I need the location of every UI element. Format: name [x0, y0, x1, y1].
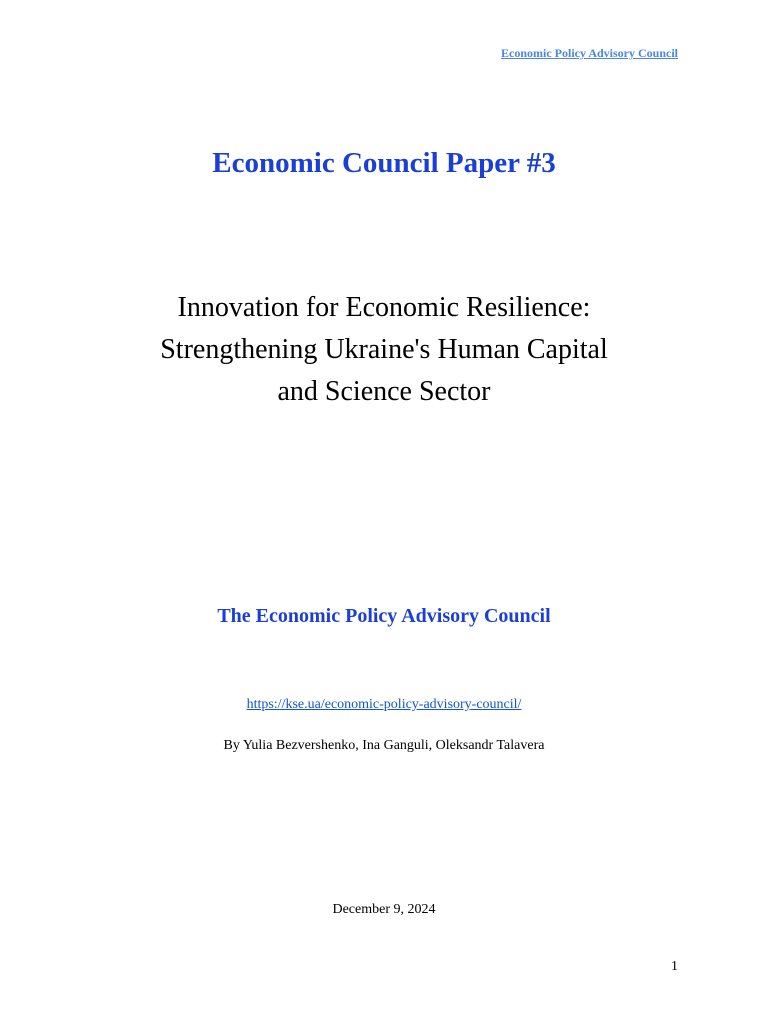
document-title [0, 287, 768, 413]
publication-date: December 9, 2024 [332, 902, 436, 917]
paper-number-heading: Economic Council Paper #3 [212, 147, 556, 179]
document-title-line-3: and Science Sector [277, 376, 491, 407]
header-organization-link[interactable]: Economic Policy Advisory Council [501, 46, 678, 60]
council-url-line [0, 696, 768, 714]
document-title-line-1: Innovation for Economic Resilience: [177, 292, 591, 323]
page-number: 1 [671, 959, 678, 974]
council-name-heading: The Economic Policy Advisory Council [217, 605, 551, 627]
document-title-line-2: Strengthening Ukraine's Human Capital [160, 334, 608, 365]
council-url-link[interactable]: https://kse.ua/economic-policy-advisory-council/ [246, 697, 522, 712]
authors-line: By Yulia Bezvershenko, Ina Ganguli, Oleksandr Talavera [223, 738, 545, 753]
